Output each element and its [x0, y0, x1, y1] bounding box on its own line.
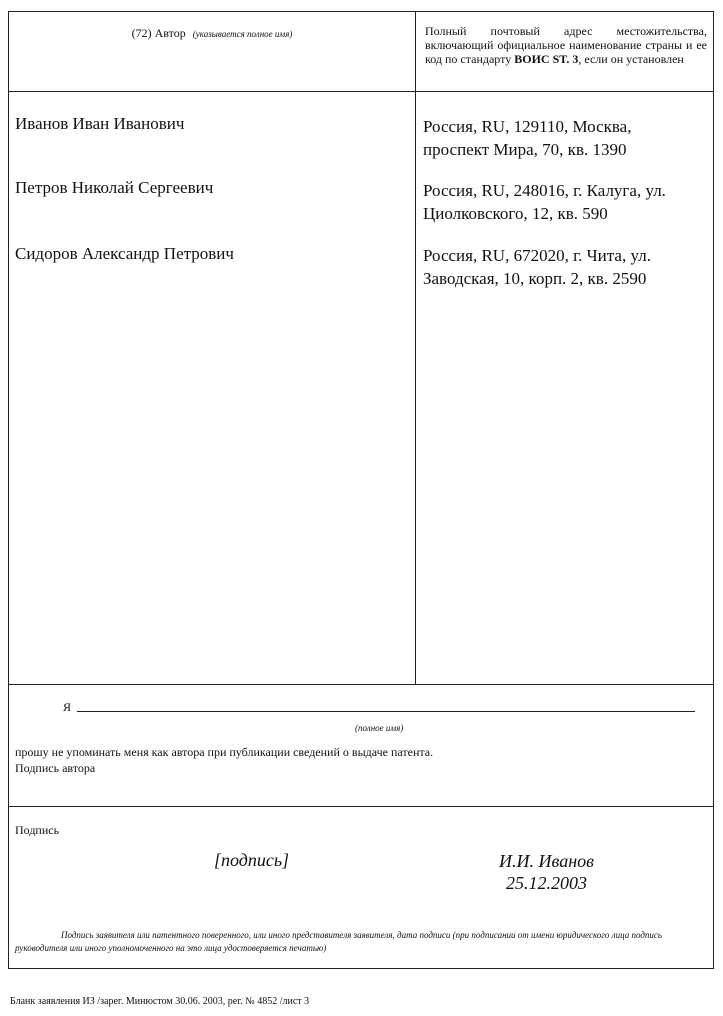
- author-address-3-line1: Россия, RU, 672020, г. Чита, ул.: [423, 246, 651, 265]
- form-frame: [8, 11, 714, 969]
- address-header-standard: ВОИС ST. 3: [514, 52, 579, 66]
- waiver-bottom-divider: [9, 806, 713, 807]
- author-address-3: [423, 244, 709, 290]
- signature-label: Подпись: [15, 823, 60, 837]
- author-name-3: Сидоров Александр Петрович: [15, 244, 234, 263]
- address-header-tail: , если он установлен: [578, 52, 684, 66]
- signer-name: И.И. Иванов: [499, 851, 594, 871]
- author-address-2: [423, 179, 709, 225]
- signature-date: 25.12.2003: [505, 873, 587, 893]
- address-header-text: Полный почтовый адрес местожительства, включающий официальное наименование страны и ее код по стандарту: [425, 24, 707, 66]
- header-divider: [9, 91, 713, 92]
- ya-label: Я: [63, 700, 72, 714]
- author-address-3-line2: Заводская, 10, корп. 2, кв. 2590: [423, 269, 647, 288]
- signature-placeholder: [подпись]: [214, 850, 290, 870]
- author-name-1: Иванов Иван Иванович: [15, 114, 185, 133]
- signature-footnote: Подпись заявителя или патентного поверенного, или иного представителя заявителя, дата подписи (при подписании от имени юридического лица подпись руководителя или иного уполномоченного на это лица удостоверяется печатью): [15, 930, 662, 953]
- author-address-1: [423, 115, 709, 161]
- table-bottom-divider: [9, 684, 713, 685]
- author-address-2-line2: Циолковского, 12, кв. 590: [423, 204, 608, 223]
- author-signature-label: Подпись автора: [15, 761, 96, 775]
- author-address-1-line2: проспект Мира, 70, кв. 1390: [423, 140, 627, 159]
- waiver-request-text: прошу не упоминать меня как автора при публикации сведений о выдаче патента.: [15, 745, 434, 759]
- form-registration-info: Бланк заявления ИЗ /зарег. Минюстом 30.06. 2003, рег. № 4852 /лист 3: [10, 996, 310, 1007]
- address-column-header: [425, 24, 707, 66]
- author-note: (указывается полное имя): [192, 29, 293, 39]
- full-name-line[interactable]: [77, 711, 695, 712]
- author-address-2-line1: Россия, RU, 248016, г. Калуга, ул.: [423, 181, 666, 200]
- column-divider: [415, 12, 416, 685]
- author-column-header: [9, 26, 415, 41]
- waiver-request: [15, 744, 433, 776]
- author-name-2: Петров Николай Сергеевич: [15, 178, 214, 197]
- author-address-1-line1: Россия, RU, 129110, Москва,: [423, 117, 632, 136]
- author-label: (72) Автор: [131, 26, 186, 40]
- full-name-hint: (полное имя): [355, 723, 404, 733]
- signer-block: [499, 850, 594, 894]
